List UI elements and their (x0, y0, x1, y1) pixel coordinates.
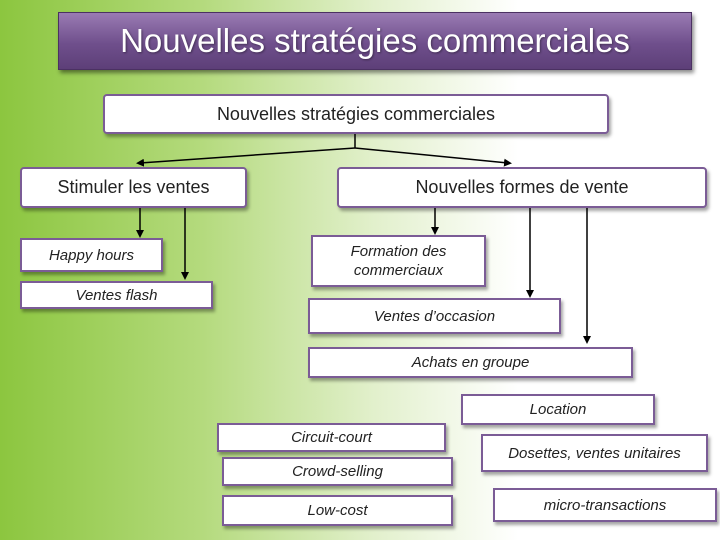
root-node (103, 94, 609, 134)
item-achats-groupe (308, 347, 633, 378)
item-formation-label: Formation des commerciaux (350, 243, 447, 279)
item-ventes-flash (20, 281, 213, 309)
root-connector (140, 134, 508, 163)
item-low-cost (222, 495, 453, 526)
item-circuit-court-label: Circuit-court (291, 429, 372, 446)
item-micro-transactions (493, 488, 717, 522)
branch-nouvelles-formes-label: Nouvelles formes de vente (415, 177, 629, 197)
branch-nouvelles-formes (337, 167, 707, 208)
item-ventes-occasion (308, 298, 561, 334)
arrow-to-nouvelles-formes (355, 148, 508, 163)
branch-stimuler-label: Stimuler les ventes (57, 177, 210, 197)
item-location-label: Location (529, 401, 587, 418)
item-ventes-flash-label: Ventes flash (75, 286, 158, 304)
arrow-to-stimuler (140, 148, 355, 163)
item-happy-hours-label: Happy hours (48, 246, 135, 264)
item-crowd-selling-label: Crowd-selling (292, 463, 383, 480)
item-formation (311, 235, 486, 287)
item-low-cost-label: Low-cost (307, 502, 368, 519)
root-label: Nouvelles stratégies commerciales (216, 103, 496, 124)
item-crowd-selling (222, 457, 453, 486)
item-location (461, 394, 655, 425)
slide-title: Nouvelles stratégies commerciales (120, 22, 630, 59)
item-achats-groupe-label: Achats en groupe (411, 354, 530, 371)
item-micro-transactions-label: micro-transactions (543, 496, 667, 514)
item-dosettes (481, 434, 708, 472)
branch-stimuler (20, 167, 247, 208)
item-ventes-occasion-label: Ventes d’occasion (373, 307, 496, 325)
item-circuit-court (217, 423, 446, 452)
item-dosettes-label: Dosettes, ventes unitaires (508, 444, 681, 462)
item-happy-hours (20, 238, 163, 272)
